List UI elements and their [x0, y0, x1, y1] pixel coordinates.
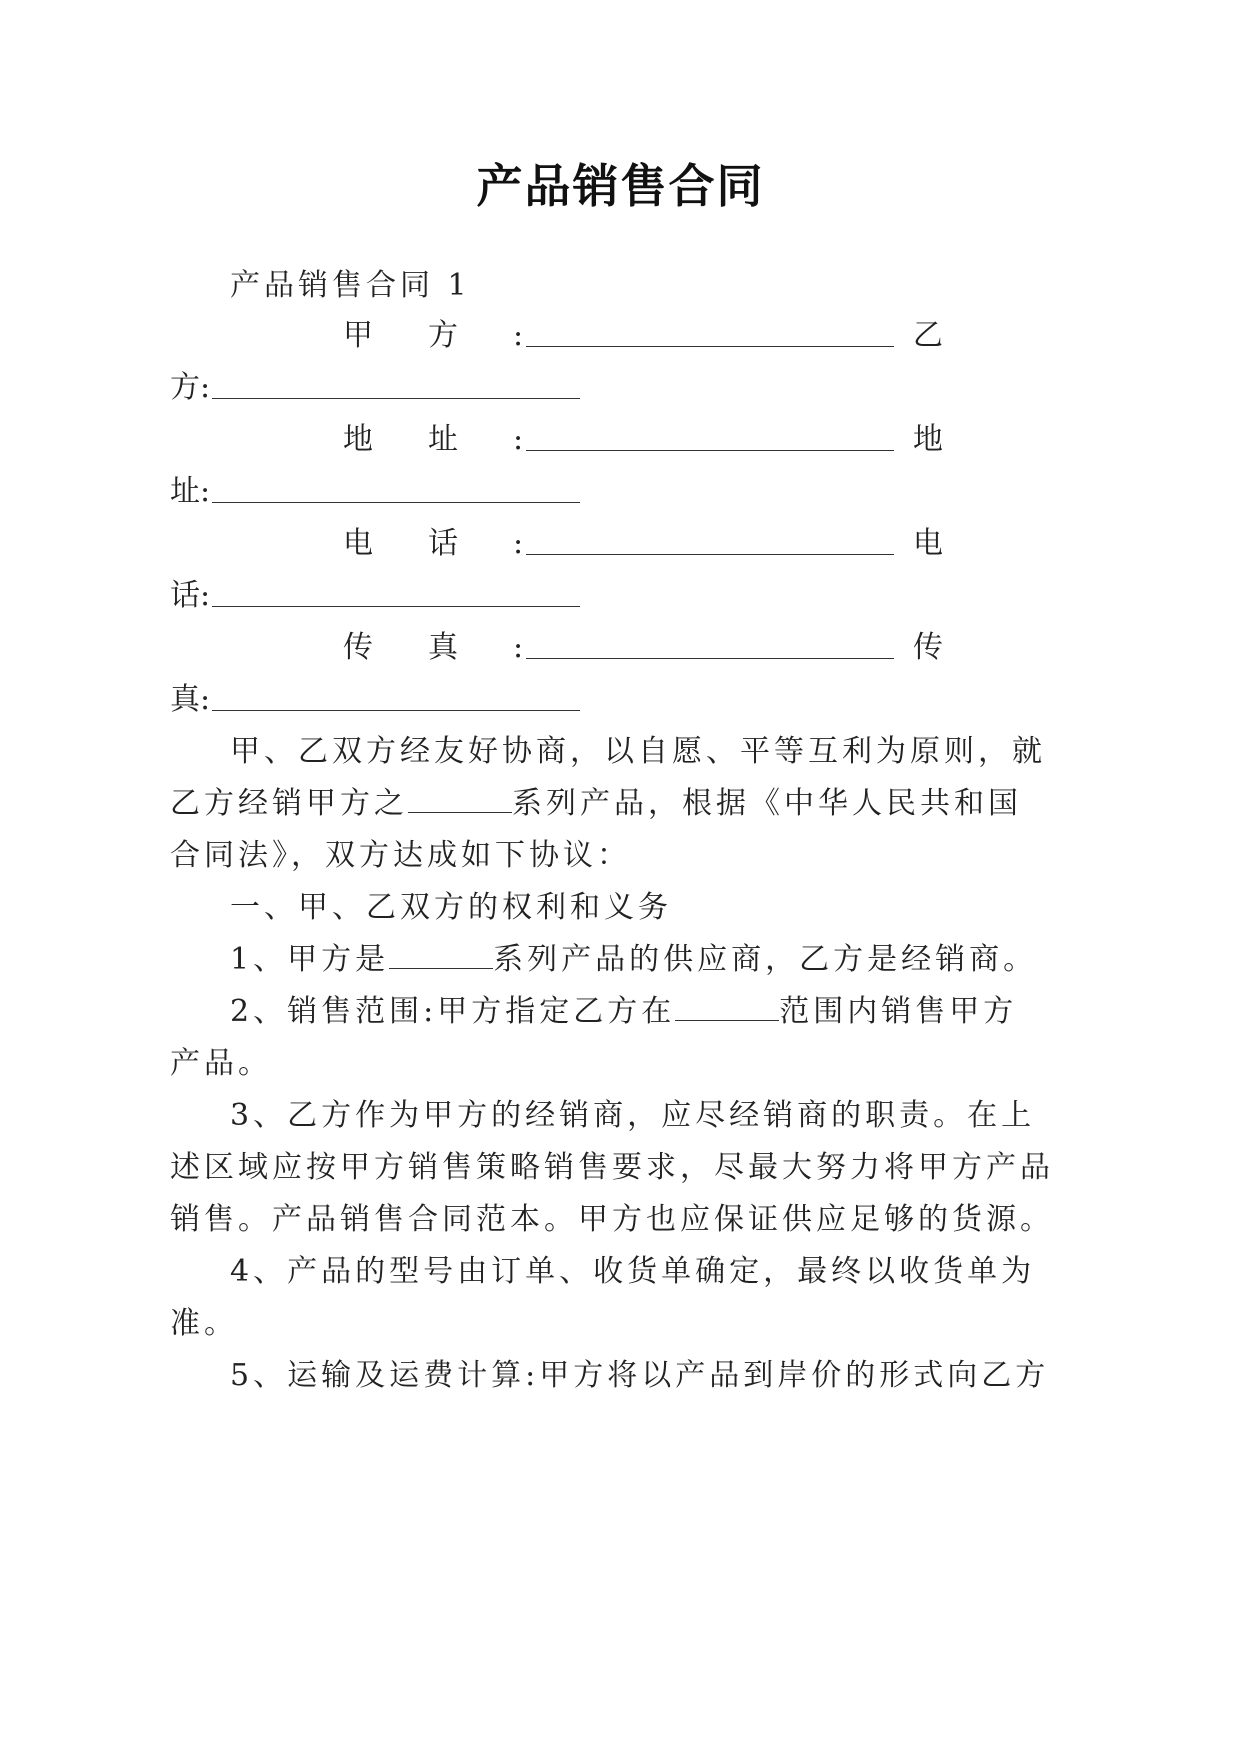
intro-line-2-part-a: 乙方经销甲方之 [170, 786, 408, 821]
item-2-blank [675, 992, 779, 1021]
intro-line-3: 合同法》，双方达成如下协议： [170, 838, 631, 873]
party-b-label-char1: 乙 [913, 318, 943, 353]
party-a-address-colon: : [513, 422, 524, 457]
party-a-name-blank [526, 318, 894, 347]
party-b-phone-char2: 话: [170, 578, 211, 613]
party-a-fax-char2: 真 [428, 630, 458, 665]
item-5-line-1: 5、运输及运费计算:甲方将以产品到岸价的形式向乙方 [230, 1358, 1050, 1393]
item-3-line-2: 述区域应按甲方销售策略销售要求，尽最大努力将甲方产品 [170, 1150, 1054, 1185]
item-2-line-2: 产品。 [170, 1046, 272, 1081]
item-1-part-b: 系列产品的供应商，乙方是经销商。 [493, 942, 1038, 977]
party-b-phone-blank [212, 578, 580, 607]
party-b-label-char2: 方: [170, 370, 211, 405]
party-b-fax-char1: 传 [913, 630, 943, 665]
party-b-address-blank [212, 474, 580, 503]
party-a-address-char1: 地 [343, 422, 373, 457]
party-a-fax-colon: : [513, 630, 524, 665]
party-b-name-blank [212, 370, 580, 399]
party-b-phone-char1: 电 [913, 526, 943, 561]
subheading: 产品销售合同 1 [230, 268, 471, 303]
item-2 [230, 992, 1017, 1032]
item-3-line-1: 3、乙方作为甲方的经销商，应尽经销商的职责。在上 [230, 1098, 1036, 1133]
item-1 [230, 940, 1037, 980]
party-a-colon: : [513, 318, 524, 353]
item-1-blank [389, 940, 493, 969]
party-a-address-blank [526, 422, 894, 451]
party-a-phone-char1: 电 [343, 526, 373, 561]
party-a-fax-blank [526, 630, 894, 659]
intro-line-1: 甲、乙双方经友好协商，以自愿、平等互利为原则，就 [230, 734, 1046, 769]
item-3-line-3: 销售。产品销售合同范本。甲方也应保证供应足够的货源。 [170, 1202, 1054, 1237]
party-a-phone-colon: : [513, 526, 524, 561]
item-4-line-1: 4、产品的型号由订单、收货单确定，最终以收货单为 [230, 1254, 1036, 1289]
party-a-label-char1: 甲 [343, 318, 373, 353]
item-1-part-a: 1、甲方是 [230, 942, 390, 977]
section-1-heading: 一、甲、乙双方的权利和义务 [230, 890, 672, 925]
party-b-address-char1: 地 [913, 422, 943, 457]
party-b-fax-blank [212, 682, 580, 711]
party-a-address-char2: 址 [428, 422, 458, 457]
party-a-label-char2: 方 [428, 318, 458, 353]
item-2-part-a: 2、销售范围:甲方指定乙方在 [230, 994, 676, 1029]
product-series-blank [408, 784, 512, 813]
intro-line-2-part-b: 系列产品，根据《中华人民共和国 [512, 786, 1022, 821]
item-4-line-2: 准。 [170, 1306, 238, 1341]
party-a-phone-blank [526, 526, 894, 555]
document-title: 产品销售合同 [476, 159, 765, 213]
party-b-fax-char2: 真: [170, 682, 211, 717]
party-b-address-char2: 址: [170, 474, 211, 509]
party-a-fax-char1: 传 [343, 630, 373, 665]
item-2-part-b: 范围内销售甲方 [779, 994, 1018, 1029]
party-a-phone-char2: 话 [428, 526, 458, 561]
intro-line-2 [170, 784, 1022, 824]
